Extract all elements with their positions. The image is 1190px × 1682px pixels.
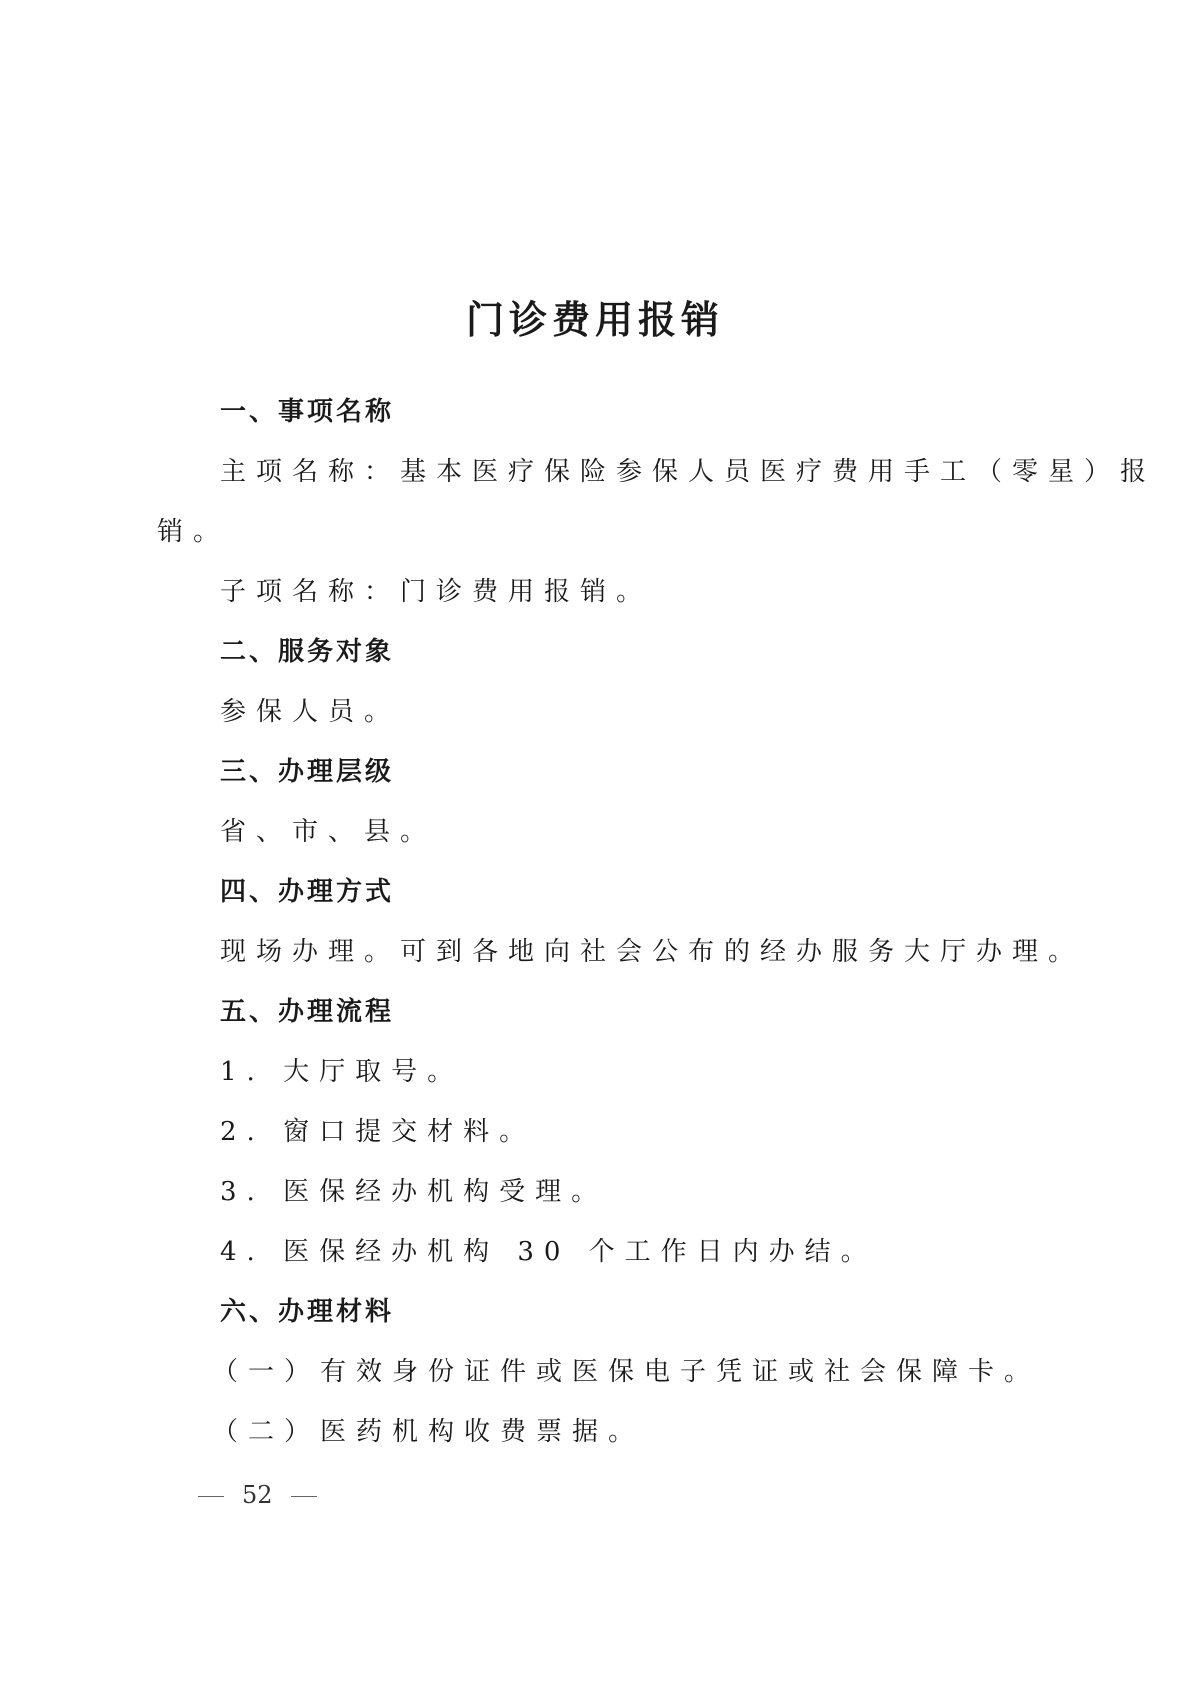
page-footer [180,1475,335,1515]
material-item: （一）有效身份证件或医保电子凭证或社会保障卡。 [212,1357,1041,1387]
main-item-name-line2: 销。 [157,517,230,547]
process-step: 1. 大厅取号。 [220,1057,464,1087]
section-heading-method: 四、办理方式 [220,877,395,907]
process-step: 2. 窗口提交材料。 [220,1117,536,1147]
page-title: 门诊费用报销 [465,298,724,342]
section-heading-service-target: 二、服务对象 [220,637,395,667]
section-heading-level: 三、办理层级 [220,757,395,787]
method-content: 现场办理。可到各地向社会公布的经办服务大厅办理。 [220,937,1085,967]
service-target-content: 参保人员。 [220,697,401,727]
page-number: 52 [242,1481,273,1509]
level-content: 省、市、县。 [220,817,437,847]
process-step: 3. 医保经办机构受理。 [220,1177,608,1207]
main-item-name-line1: 主项名称：基本医疗保险参保人员医疗费用手工（零星）报 [220,457,1157,487]
section-heading-materials: 六、办理材料 [220,1297,395,1327]
left-dash [198,1496,224,1497]
section-heading-item-name: 一、事项名称 [220,397,395,427]
right-dash [291,1496,317,1497]
sub-item-name: 子项名称：门诊费用报销。 [220,577,653,607]
material-item: （二）医药机构收费票据。 [212,1417,645,1447]
section-heading-process: 五、办理流程 [220,997,395,1027]
process-step: 4. 医保经办机构 30 个工作日内办结。 [220,1237,877,1267]
